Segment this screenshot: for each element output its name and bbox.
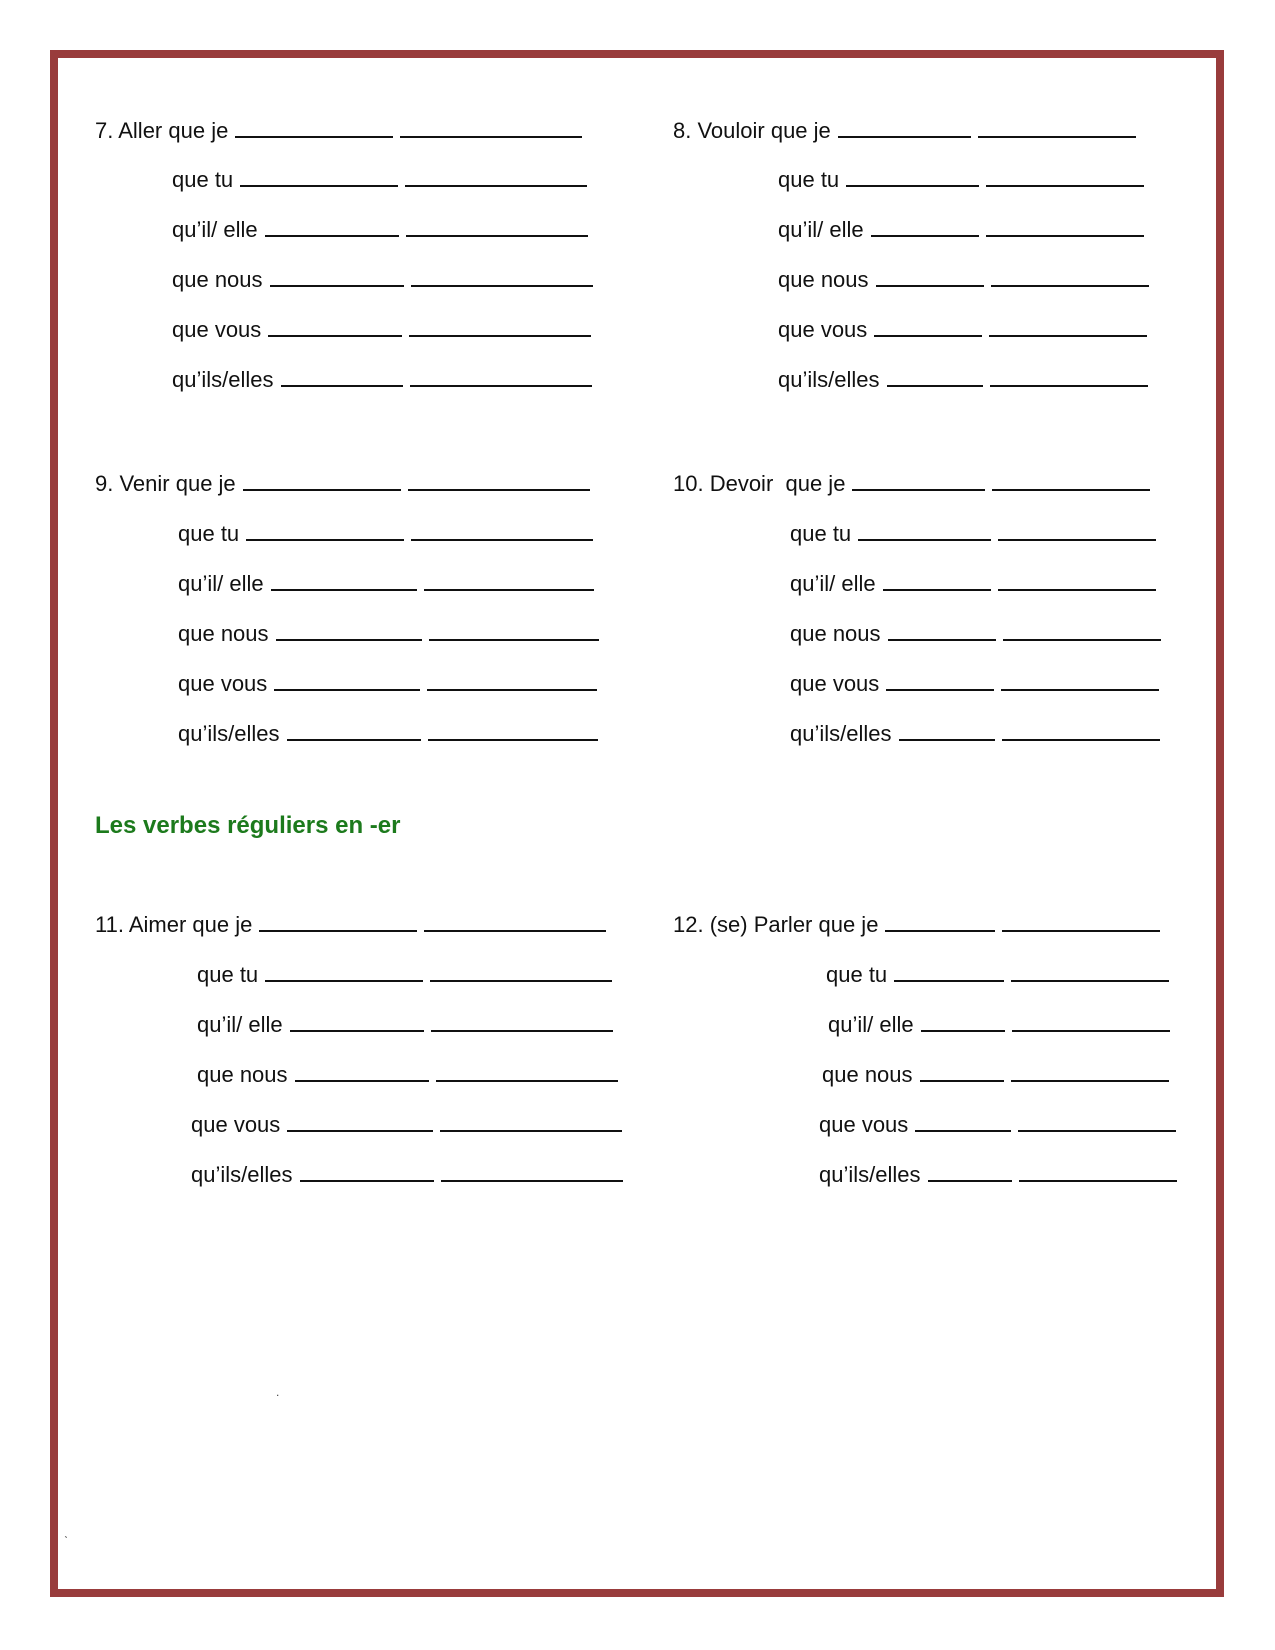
pronoun-label: qu’ils/elles [172,367,274,392]
exercise-9-row [178,671,597,695]
exercise-11-row [197,1062,618,1086]
answer-blank[interactable] [270,267,404,287]
answer-blank[interactable] [410,367,592,387]
exercise-8-row [778,267,1149,291]
answer-blank[interactable] [1012,1012,1170,1032]
exercise-10-title: 10. Devoir que je [673,471,846,496]
answer-blank[interactable] [887,367,983,387]
exercise-8-title-row [673,118,1136,142]
answer-blank[interactable] [852,471,985,491]
exercise-12-row [826,962,1169,986]
answer-blank[interactable] [300,1162,434,1182]
answer-blank[interactable] [998,521,1156,541]
pronoun-label: qu’il/ elle [828,1012,914,1037]
pronoun-label: que tu [826,962,888,987]
pronoun-label: que vous [172,317,262,342]
stray-dot: . [276,1385,280,1399]
answer-blank[interactable] [928,1162,1012,1182]
answer-blank[interactable] [411,267,593,287]
answer-blank[interactable] [440,1112,622,1132]
pronoun-label: qu’il/ elle [197,1012,283,1037]
pronoun-label: que nous [178,621,269,646]
answer-blank[interactable] [276,621,422,641]
exercise-12-title-row [673,912,1160,936]
exercise-12-row [819,1162,1177,1186]
pronoun-label: que vous [191,1112,281,1137]
exercise-7-row [172,267,593,291]
answer-blank[interactable] [991,267,1149,287]
pronoun-label: que vous [178,671,268,696]
answer-blank[interactable] [235,118,393,138]
answer-blank[interactable] [894,962,1004,982]
exercise-11-title-row [95,912,606,936]
pronoun-label: qu’il/ elle [790,571,876,596]
answer-blank[interactable] [915,1112,1011,1132]
exercise-11-row [197,962,612,986]
exercise-7-row [172,167,587,191]
answer-blank[interactable] [998,571,1156,591]
stray-tick: ˋ [64,1534,68,1548]
answer-blank[interactable] [921,1012,1005,1032]
answer-blank[interactable] [441,1162,623,1182]
answer-blank[interactable] [846,167,979,187]
pronoun-label: qu’ils/elles [790,721,892,746]
pronoun-label: que vous [790,671,880,696]
answer-blank[interactable] [883,571,991,591]
answer-blank[interactable] [1002,912,1160,932]
answer-blank[interactable] [874,317,982,337]
pronoun-label: que tu [178,521,240,546]
pronoun-label: qu’ils/elles [819,1162,921,1187]
answer-blank[interactable] [885,912,995,932]
answer-blank[interactable] [287,1112,433,1132]
answer-blank[interactable] [886,671,994,691]
answer-blank[interactable] [424,571,594,591]
answer-blank[interactable] [240,167,398,187]
exercise-8-row [778,317,1147,341]
pronoun-label: que tu [197,962,259,987]
answer-blank[interactable] [290,1012,424,1032]
answer-blank[interactable] [431,1012,613,1032]
answer-blank[interactable] [876,267,984,287]
answer-blank[interactable] [408,471,590,491]
answer-blank[interactable] [1002,721,1160,741]
answer-blank[interactable] [838,118,971,138]
exercise-7-title: 7. Aller que je [95,118,229,143]
answer-blank[interactable] [400,118,582,138]
exercise-9-row [178,721,598,745]
answer-blank[interactable] [295,1062,429,1082]
exercise-9-row [178,571,594,595]
answer-blank[interactable] [429,621,599,641]
answer-blank[interactable] [428,721,598,741]
exercise-12-row [828,1012,1170,1036]
answer-blank[interactable] [281,367,403,387]
pronoun-label: que tu [778,167,840,192]
exercise-11-row [191,1112,622,1136]
exercise-7-row [172,367,592,391]
pronoun-label: que tu [790,521,852,546]
pronoun-label: que vous [819,1112,909,1137]
answer-blank[interactable] [409,317,591,337]
pronoun-label: que vous [778,317,868,342]
exercise-7-row [172,217,588,241]
exercise-7-title-row [95,118,582,142]
exercise-8-row [778,167,1144,191]
pronoun-label: qu’ils/elles [778,367,880,392]
pronoun-label: qu’ils/elles [178,721,280,746]
answer-blank[interactable] [1011,1062,1169,1082]
exercise-10-title-row [673,471,1150,495]
answer-blank[interactable] [858,521,991,541]
pronoun-label: qu’il/ elle [172,217,258,242]
answer-blank[interactable] [1001,671,1159,691]
answer-blank[interactable] [287,721,421,741]
answer-blank[interactable] [271,571,417,591]
answer-blank[interactable] [411,521,593,541]
exercise-10-row [790,521,1156,545]
pronoun-label: qu’il/ elle [778,217,864,242]
answer-blank[interactable] [990,367,1148,387]
pronoun-label: que nous [778,267,869,292]
exercise-9-title-row [95,471,590,495]
answer-blank[interactable] [1018,1112,1176,1132]
answer-blank[interactable] [243,471,401,491]
answer-blank[interactable] [427,671,597,691]
exercise-10-row [790,721,1160,745]
answer-blank[interactable] [992,471,1150,491]
exercise-7-row [172,317,591,341]
pronoun-label: qu’ils/elles [191,1162,293,1187]
answer-blank[interactable] [871,217,979,237]
answer-blank[interactable] [920,1062,1004,1082]
exercise-10-row [790,571,1156,595]
section-heading: Les verbes réguliers en -er [95,812,401,839]
pronoun-label: que nous [822,1062,913,1087]
exercise-10-row [790,621,1161,645]
answer-blank[interactable] [246,521,404,541]
answer-blank[interactable] [978,118,1136,138]
exercise-9-row [178,521,593,545]
answer-blank[interactable] [899,721,995,741]
pronoun-label: qu’il/ elle [178,571,264,596]
answer-blank[interactable] [1019,1162,1177,1182]
exercise-9-row [178,621,599,645]
answer-blank[interactable] [268,317,402,337]
answer-blank[interactable] [424,912,606,932]
answer-blank[interactable] [274,671,420,691]
pronoun-label: que tu [172,167,234,192]
exercise-11-row [191,1162,623,1186]
answer-blank[interactable] [430,962,612,982]
answer-blank[interactable] [989,317,1147,337]
exercise-11-row [197,1012,613,1036]
answer-blank[interactable] [259,912,417,932]
pronoun-label: que nous [790,621,881,646]
exercise-12-title: 12. (se) Parler que je [673,912,879,937]
exercise-11-title: 11. Aimer que je [95,912,253,937]
answer-blank[interactable] [405,167,587,187]
pronoun-label: que nous [172,267,263,292]
answer-blank[interactable] [986,167,1144,187]
answer-blank[interactable] [888,621,996,641]
answer-blank[interactable] [986,217,1144,237]
answer-blank[interactable] [1011,962,1169,982]
exercise-10-row [790,671,1159,695]
exercise-9-title: 9. Venir que je [95,471,236,496]
pronoun-label: que nous [197,1062,288,1087]
exercise-8-row [778,217,1144,241]
answer-blank[interactable] [265,962,423,982]
exercise-12-row [822,1062,1169,1086]
exercise-8-row [778,367,1148,391]
answer-blank[interactable] [1003,621,1161,641]
exercise-8-title: 8. Vouloir que je [673,118,831,143]
answer-blank[interactable] [265,217,399,237]
exercise-12-row [819,1112,1176,1136]
answer-blank[interactable] [406,217,588,237]
answer-blank[interactable] [436,1062,618,1082]
